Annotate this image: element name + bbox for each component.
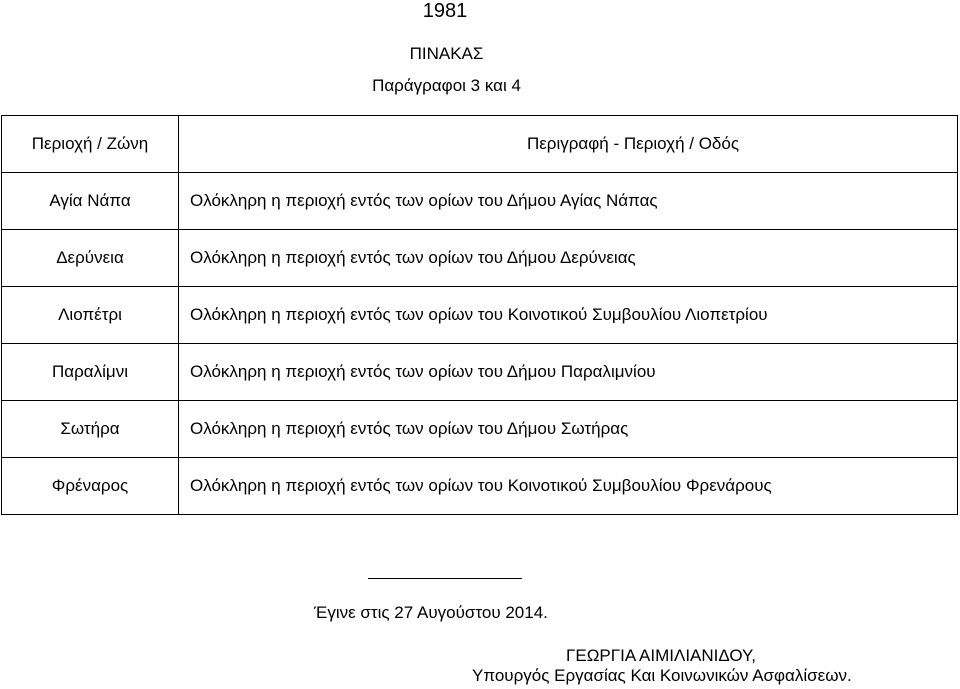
- areas-table: [1, 115, 958, 515]
- area-cell: Λιοπέτρι: [2, 287, 179, 344]
- signer-name: ΓΕΩΡΓΙΑ ΑΙΜΙΛΙΑΝΙΔΟΥ,: [566, 646, 756, 665]
- description-cell: Ολόκληρη η περιοχή εντός των ορίων του Κοινοτικού Συμβουλίου Φρενάρους: [179, 458, 958, 515]
- table-header-row: [2, 116, 958, 173]
- description-cell: Ολόκληρη η περιοχή εντός των ορίων του Κοινοτικού Συμβουλίου Λιοπετρίου: [179, 287, 958, 344]
- area-cell: Δερύνεια: [2, 230, 179, 287]
- description-cell: Ολόκληρη η περιοχή εντός των ορίων του Δήμου Αγίας Νάπας: [179, 173, 958, 230]
- description-cell: Ολόκληρη η περιοχή εντός των ορίων του Δήμου Παραλιμνίου: [179, 344, 958, 401]
- signing-date: Έγινε στις 27 Αυγούστου 2014.: [314, 603, 548, 622]
- area-cell: Παραλίμνι: [2, 344, 179, 401]
- area-cell: Αγία Νάπα: [2, 173, 179, 230]
- description-cell: Ολόκληρη η περιοχή εντός των ορίων του Δήμου Δερύνειας: [179, 230, 958, 287]
- column-header-area: Περιοχή / Ζώνη: [2, 116, 179, 173]
- table-title: ΠΙΝΑΚΑΣ: [409, 44, 484, 63]
- area-cell: Σωτήρα: [2, 401, 179, 458]
- table-row: [2, 344, 958, 401]
- signature-divider-line: [368, 578, 522, 579]
- table-row: [2, 173, 958, 230]
- table-row: [2, 401, 958, 458]
- description-cell: Ολόκληρη η περιοχή εντός των ορίων του Δήμου Σωτήρας: [179, 401, 958, 458]
- table-row: [2, 458, 958, 515]
- column-header-description: Περιγραφή - Περιοχή / Οδός: [179, 116, 958, 173]
- table-row: [2, 230, 958, 287]
- area-cell: Φρέναρος: [2, 458, 179, 515]
- signer-title: Υπουργός Εργασίας Και Κοινωνικών Ασφαλίσεων.: [472, 666, 852, 685]
- page-number: 1981: [422, 0, 468, 22]
- table-subtitle: Παράγραφοι 3 και 4: [372, 76, 521, 95]
- table-row: [2, 287, 958, 344]
